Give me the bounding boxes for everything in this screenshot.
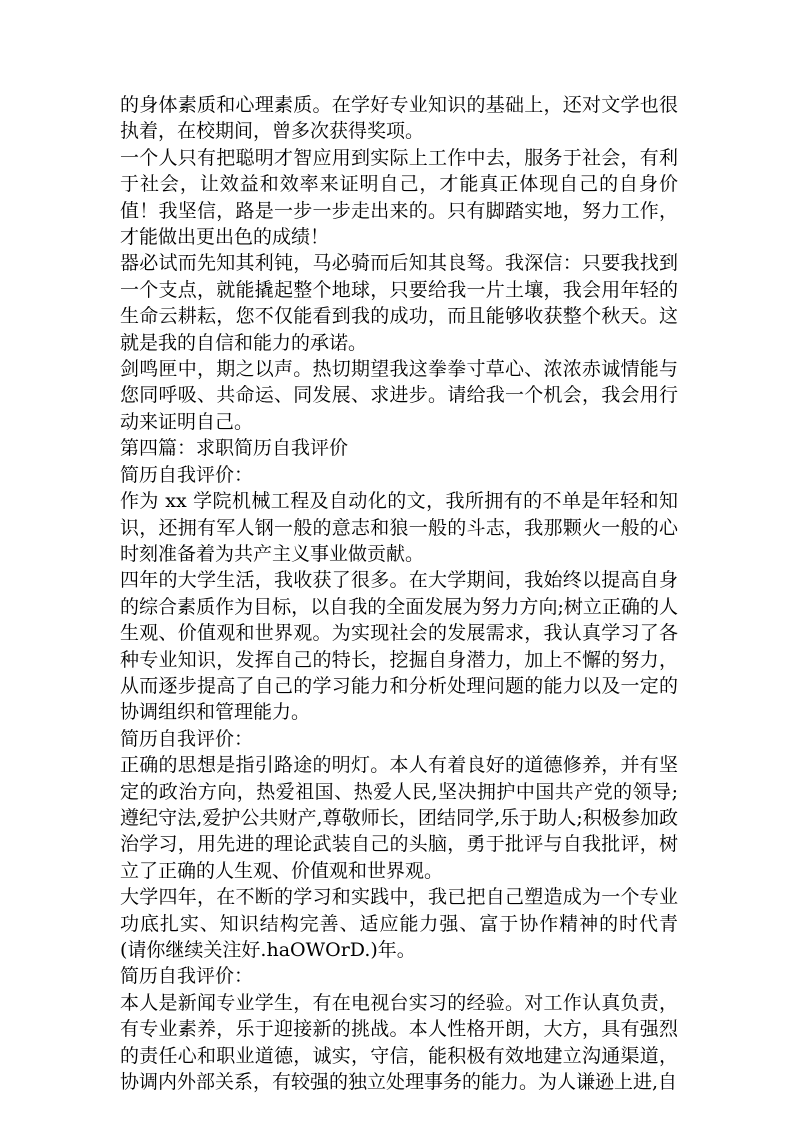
section-heading: 第四篇：求职简历自我评价 <box>120 437 349 460</box>
paragraph-identity: 作为 xx 学院机械工程及自动化的文，我所拥有的不单是年轻和知识，还拥有军人钢一般的意志和狼一般的斗志，我那颗火一般的心时刻准备着为共产主义事业做贡献。 <box>120 490 678 565</box>
paragraph-journalism-student: 本人是新闻专业学生，有在电视台实习的经验。对工作认真负责，有专业素养，乐于迎接新的挑战。本人性格开朗，大方，具有强烈的责任心和职业道德，诚实，守信，能积极有效地建立沟通渠道，协调内外部关系，有较强的独立处理事务的能力。为人谦逊上进,自 <box>120 991 678 1094</box>
paragraph-university-life: 四年的大学生活，我收获了很多。在大学期间，我始终以提高自身的综合素质作为目标，以自我的全面发展为努力方向;树立正确的人生观、价值观和世界观。为实现社会的发展需求，我认真学习了各种专业知识，发挥自己的特长，挖掘自身潜力，加上不懈的努力，从而逐步提高了自己的学习能力和分析处理问题的能力以及一定的协调组织和管理能力。 <box>120 569 678 724</box>
paragraph-continued-intro: 的身体素质和心理素质。在学好专业知识的基础上，还对文学也很执着，在校期间，曾多次获得奖项。 <box>120 94 678 143</box>
subheading-self-evaluation: 简历自我评价： <box>120 727 254 750</box>
subheading-self-evaluation: 简历自我评价： <box>120 965 254 988</box>
paragraph-contribution: 一个人只有把聪明才智应用到实际上工作中去，服务于社会，有利于社会，让效益和效率来证明自己，才能真正体现自己的自身价值！我坚信，路是一步一步走出来的。只有脚踏实地，努力工作，才能做出更出色的成绩！ <box>120 146 678 249</box>
paragraph-confidence: 器必试而先知其利钝，马必骑而后知其良驽。我深信：只要我找到一个支点，就能撬起整个地球，只要给我一片土壤，我会用年轻的生命云耕耘，您不仅能看到我的成功，而且能够收获整个秋天。这就是我的自信和能力的承诺。 <box>120 252 678 354</box>
paragraph-moral-character: 正确的思想是指引路途的明灯。本人有着良好的道德修养，并有坚定的政治方向，热爱祖国、热爱人民,坚决拥护中国共产党的领导;遵纪守法,爱护公共财产,尊敬师长，团结同学,乐于助人;积极参加政治学习，用先进的理论武装自己的头脑，勇于批评与自我批评，树立了正确的人生观、价值观和世界观。 <box>120 754 678 882</box>
paragraph-four-years: 大学四年，在不断的学习和实践中，我已把自己塑造成为一个专业功底扎实、知识结构完善、适应能力强、富于协作精神的时代青(请你继续关注好.haOWOrD.)年。 <box>120 886 678 961</box>
paragraph-closing: 剑鸣匣中，期之以声。热切期望我这拳拳寸草心、浓浓赤诚情能与您同呼吸、共命运、同发展、求进步。请给我一个机会，我会用行动来证明自己。 <box>120 358 678 433</box>
subheading-self-evaluation: 简历自我评价： <box>120 463 254 486</box>
document-body <box>120 92 678 1095</box>
